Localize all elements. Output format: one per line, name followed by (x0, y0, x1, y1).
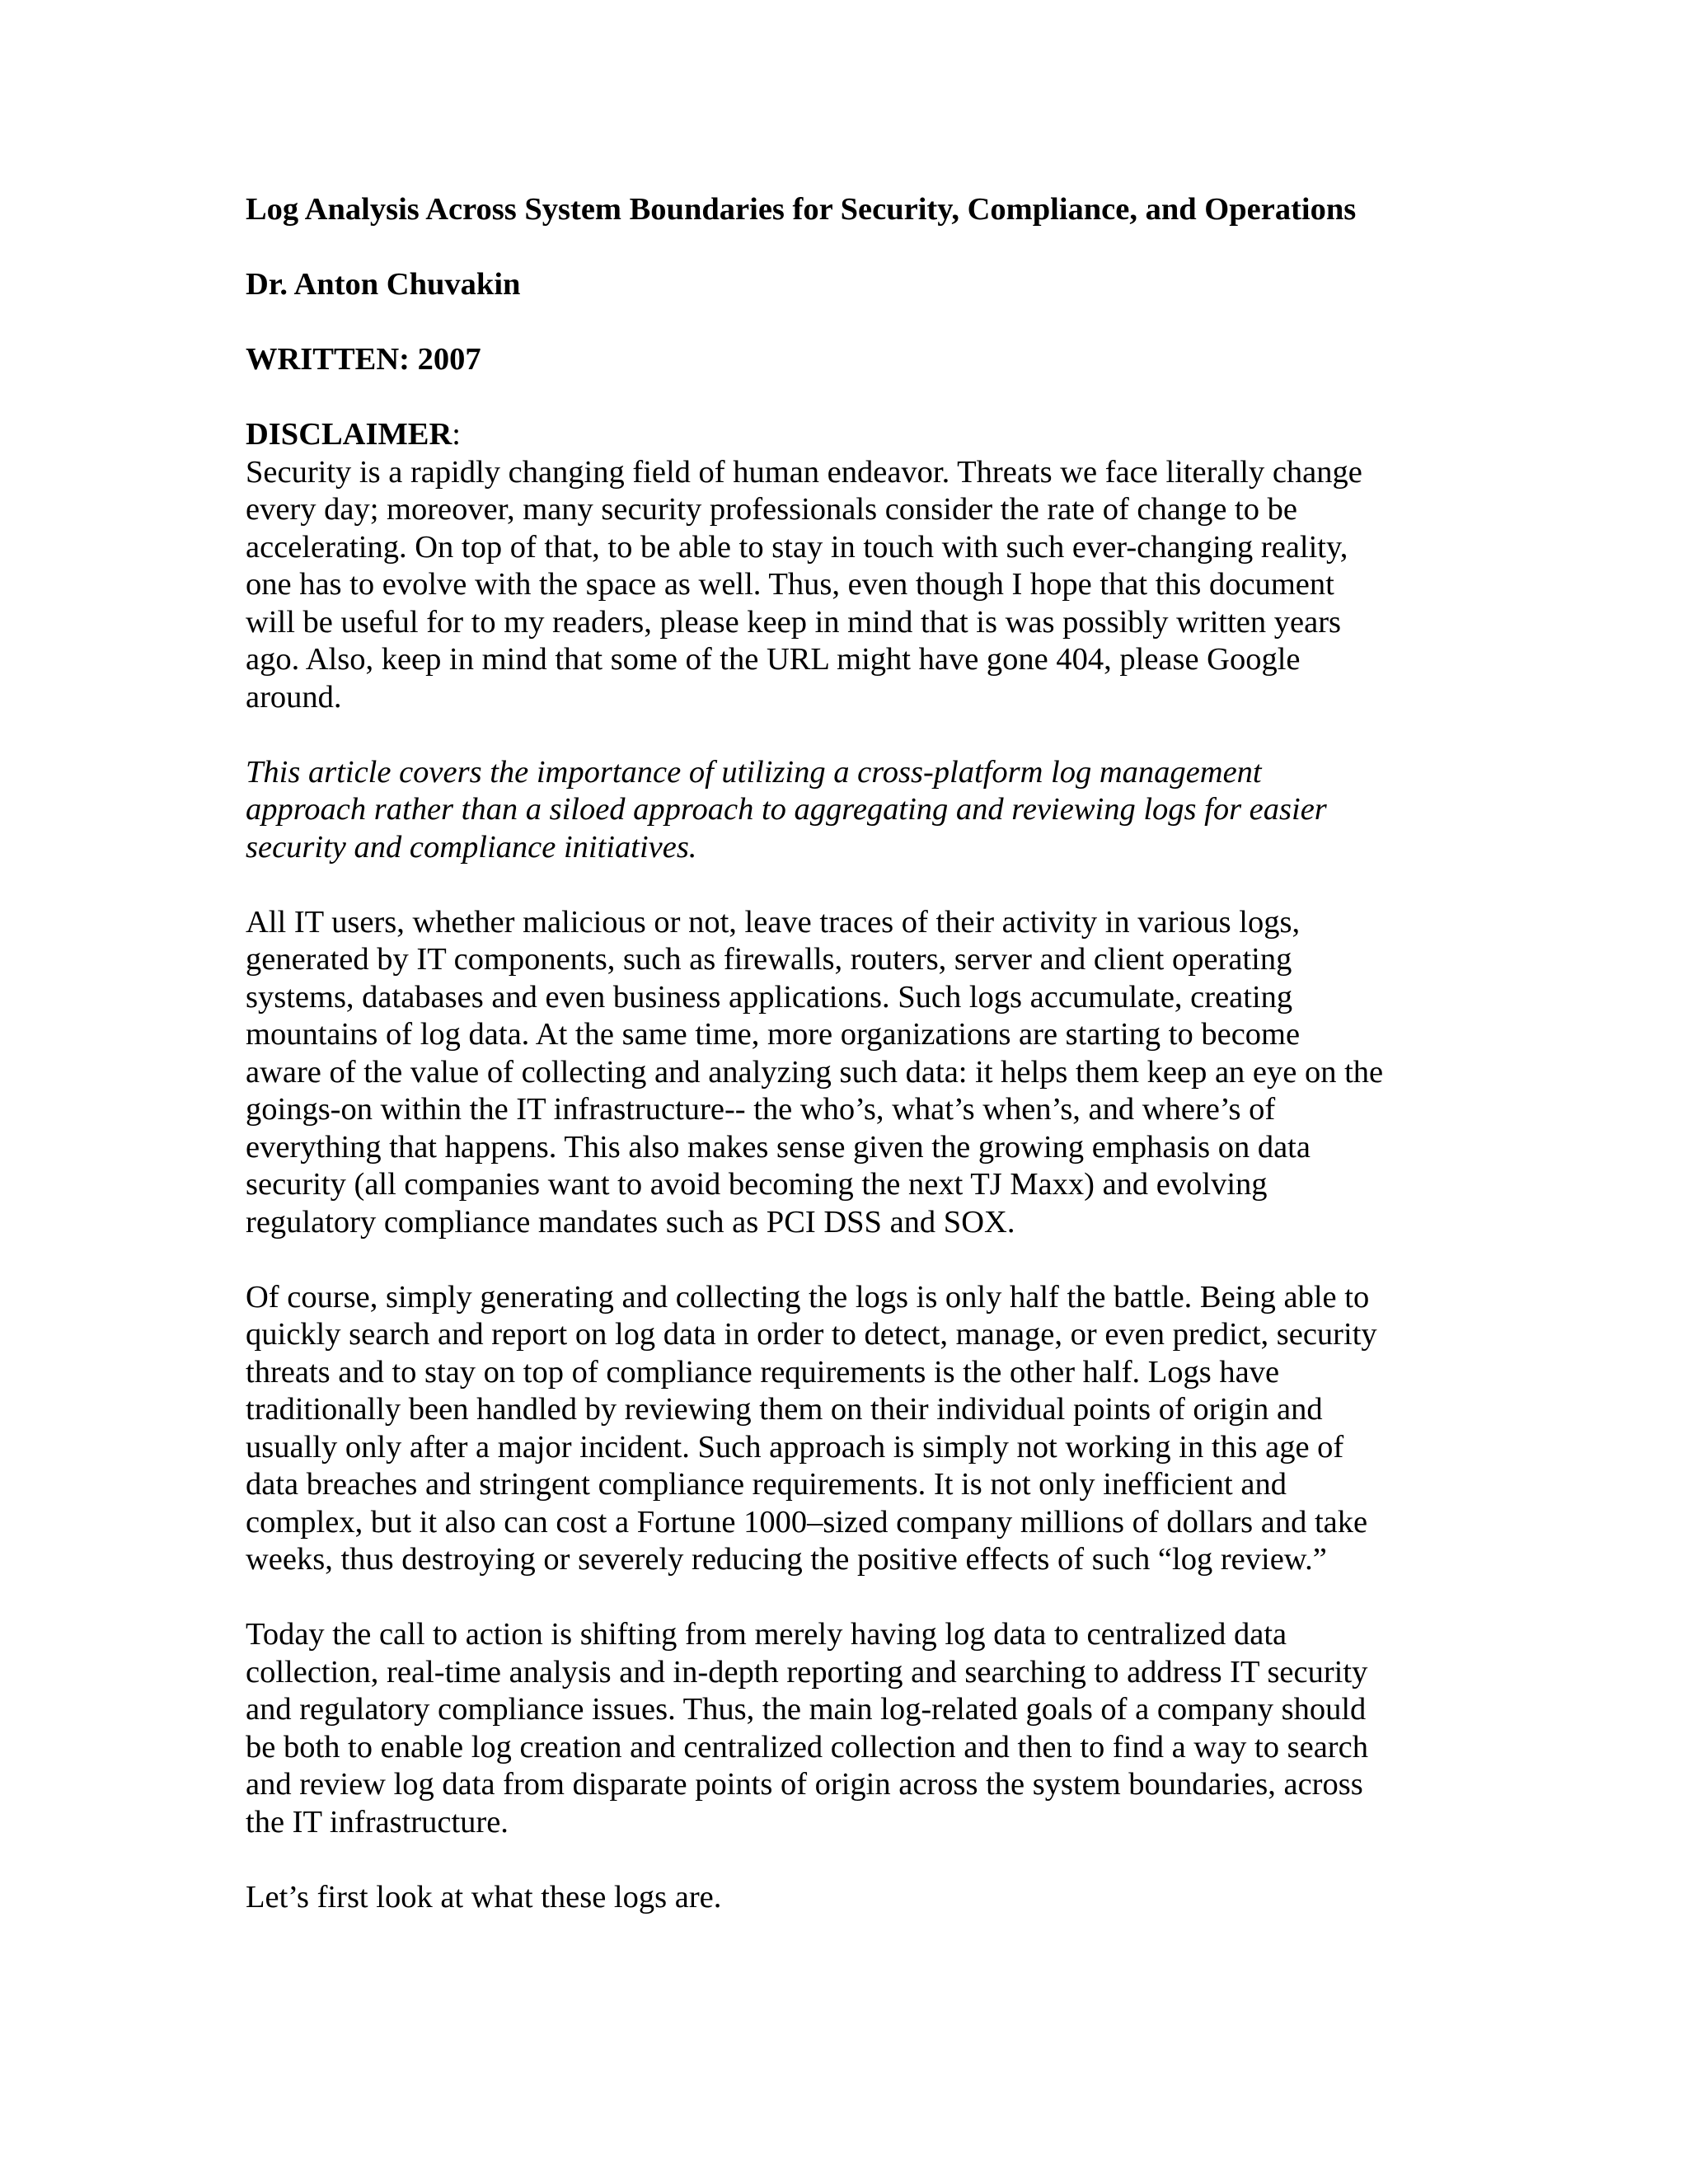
abstract-paragraph: This article covers the importance of utilizing a cross-platform log management approach rather than a siloed approach to aggregating and reviewing logs for easier security and compliance initiatives. (246, 754, 1327, 865)
body-paragraph-2: Of course, simply generating and collecting the logs is only half the battle. Being able to quickly search and report on log data in order to detect, manage, or even predict, security threats and to stay on top of compliance requirements is the other half. Logs have traditionally been handled by reviewing them on their individual points of origin and usually only after a major incident. Such approach is simply not working in this age of data breaches and stringent compliance requirements. It is not only inefficient and complex, but it also can cost a Fortune 1000–sized company millions of dollars and take weeks, thus destroying or severely reducing the positive effects of such “log review.” (246, 1279, 1377, 1577)
document-author: Dr. Anton Chuvakin (246, 267, 521, 302)
body-paragraph-1: All IT users, whether malicious or not, leave traces of their activity in various logs, generated by IT components, such as firewalls, routers, server and client operating systems, databases and even business applications. Such logs accumulate, creating mountains of log data. At the same time, more organizations are starting to become aware of the value of collecting and analyzing such data: it helps them keep an eye on the goings-on within the IT infrastructure-- the who’s, what’s when’s, and where’s of everything that happens. This also makes sense given the growing emphasis on data security (all companies want to avoid becoming the next TJ Maxx) and evolving regulatory compliance mandates such as PCI DSS and SOX. (246, 904, 1384, 1240)
document-body (246, 191, 1465, 1916)
disclaimer-text: Security is a rapidly changing field of human endeavor. Threats we face literally change every day; moreover, many security professionals consider the rate of change to be accelerating. On top of that, to be able to stay in touch with such ever-changing reality, one has to evolve with the space as well. Thus, even though I hope that this document will be useful for to my readers, please keep in mind that is was possibly written years ago. Also, keep in mind that some of the URL might have gone 404, please Google around. (246, 454, 1362, 715)
disclaimer-heading (246, 416, 1465, 454)
disclaimer-colon: : (452, 417, 461, 452)
disclaimer-label: DISCLAIMER (246, 417, 452, 452)
body-paragraph-3: Today the call to action is shifting from merely having log data to centralized data collection, real-time analysis and in-depth reporting and searching to address IT security and regulatory compliance issues. Thus, the main log-related goals of a company should be both to enable log creation and centralized collection and then to find a way to search and review log data from disparate points of origin across the system boundaries, across the IT infrastructure. (246, 1617, 1368, 1840)
body-paragraph-4: Let’s first look at what these logs are. (246, 1879, 722, 1915)
document-title: Log Analysis Across System Boundaries for Security, Compliance, and Operations (246, 192, 1357, 227)
written-date: WRITTEN: 2007 (246, 342, 481, 377)
